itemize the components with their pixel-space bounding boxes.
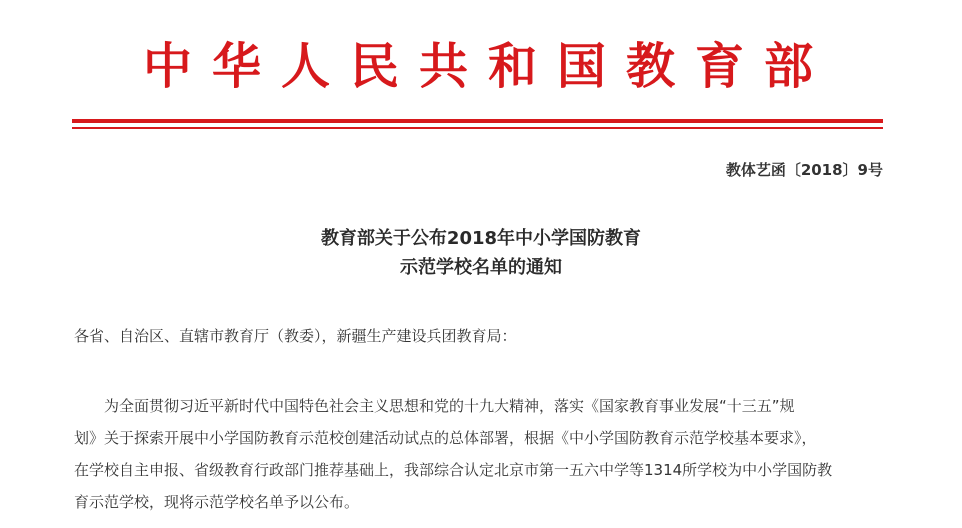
body-paragraph: [74, 390, 894, 518]
document-title: [0, 224, 962, 282]
body-line-2: 划》关于探索开展中小学国防教育示范校创建活动试点的总体部署，根据《中小学国防教育示范学校基本要求》，: [74, 429, 817, 447]
red-header-rule-thick: [72, 119, 883, 123]
salutation: 各省、自治区、直辖市教育厅（教委），新疆生产建设兵团教育局：: [74, 327, 517, 345]
ministry-masthead: 中华人民共和国教育部: [142, 37, 833, 95]
body-line-4: 育示范学校，现将示范学校名单予以公布。: [74, 493, 360, 511]
red-header-rule-thin: [72, 127, 883, 129]
document-number: 教体艺函〔2018〕9号: [725, 161, 883, 179]
document-title-line-2: 示范学校名单的通知: [400, 257, 562, 278]
body-line-1: 为全面贯彻习近平新时代中国特色社会主义思想和党的十九大精神，落实《国家教育事业发展“十三五”规: [104, 397, 795, 415]
body-line-3: 在学校自主申报、省级教育行政部门推荐基础上，我部综合认定北京市第一五六中学等1314所学校为中小学国防教: [74, 461, 833, 479]
document-title-line-1: 教育部关于公布2018年中小学国防教育: [320, 228, 642, 249]
